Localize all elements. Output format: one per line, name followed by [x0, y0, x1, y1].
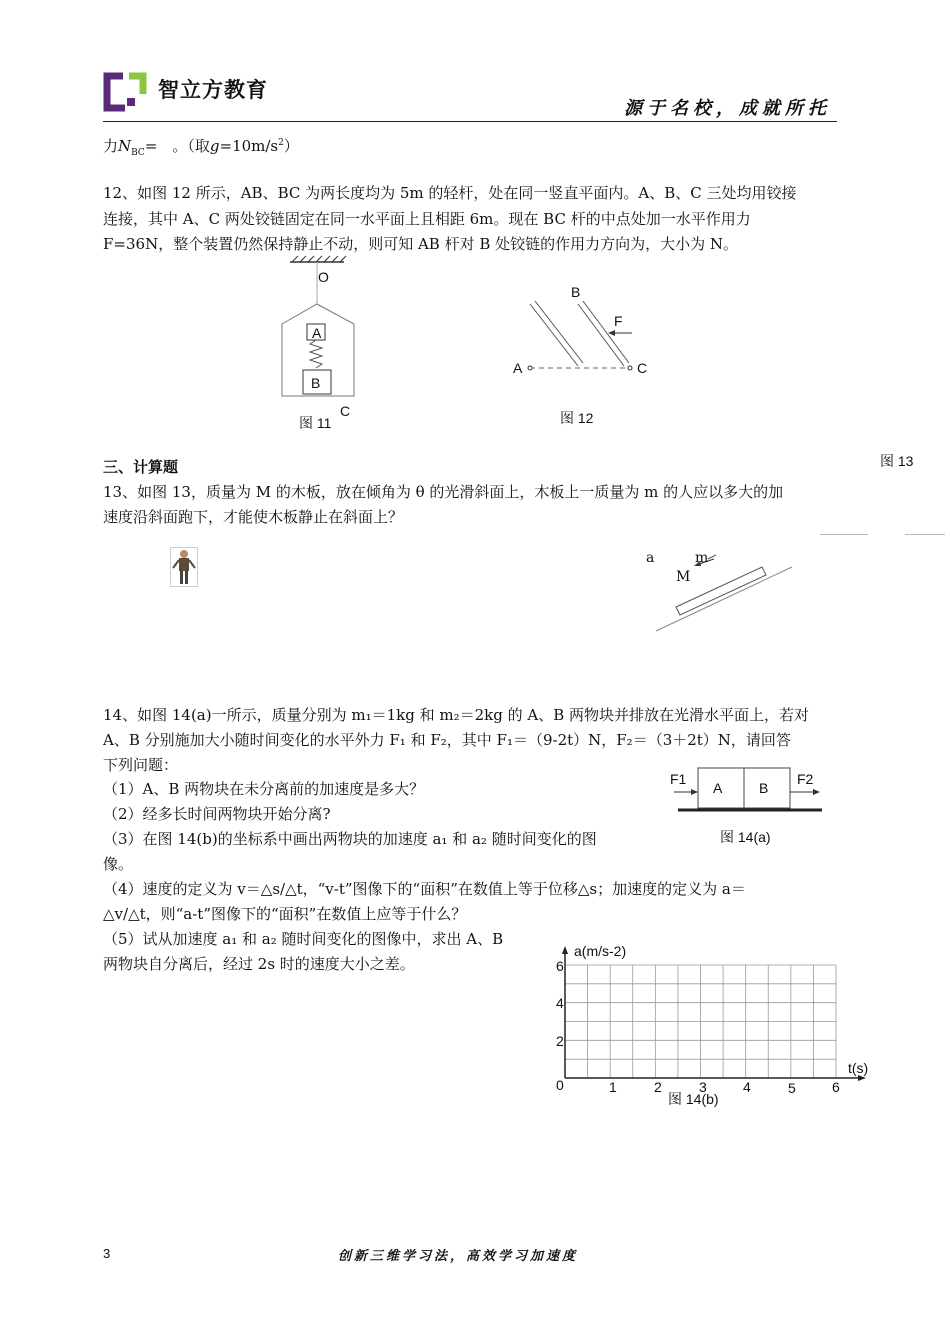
fig14b-xtick-4: 4 — [743, 1079, 751, 1095]
q11-tail: 力$N_{BC}=$ 。（取$g=10m/s^2$） — [103, 137, 299, 158]
fig14b-xlabel: t(s) — [848, 1060, 869, 1076]
fig14b-xtick-1: 1 — [609, 1079, 617, 1095]
fig14b-ytick-0: 0 — [556, 1077, 564, 1093]
fig14a-label-a: A — [713, 780, 723, 796]
logo-mark — [103, 72, 149, 112]
footer-slogan: 创新三维学习法，高效学习加速度 — [338, 1249, 579, 1264]
q14-part1: （1）A、B 两物块在未分离前的加速度是多大？ — [103, 780, 425, 798]
fig14a-label-f1: F1 — [670, 771, 687, 787]
q14-line2: A、B 分别施加大小随时间变化的水平外力 F₁ 和 F₂，其中 F₁＝（9-2t）N，F₂＝（3＋2t）N，请回答 — [103, 731, 791, 749]
fig14b-xtick-3: 3 — [699, 1079, 707, 1095]
header-divider — [103, 121, 837, 122]
q13-line2: 速度沿斜面跑下，才能使木板静止在斜面上？ — [103, 508, 404, 526]
fig11-label-o: O — [318, 269, 329, 285]
fig14b-caption: 图 14(b) — [668, 1091, 719, 1107]
fig14b-xtick-2: 2 — [654, 1079, 662, 1095]
header-slogan: 源于名校，成就所托 — [624, 98, 831, 119]
fig11-label-a: A — [312, 325, 322, 341]
q14-part3a: （3）在图 14(b)的坐标系中画出两物块的加速度 a₁ 和 a₂ 随时间变化的图 — [103, 830, 597, 848]
q14-part2: （2）经多长时间两物块开始分离? — [103, 805, 331, 823]
q14-part5b: 两物块自分离后，经过 2s 时的速度大小之差。 — [103, 955, 415, 973]
margin-rule-2 — [905, 534, 945, 535]
margin-rule — [820, 534, 868, 535]
q14-part4a: （4）速度的定义为 v＝△s/△t，“v-t”图像下的“面积”在数值上等于位移△s；加速度的定义为 a＝ — [103, 880, 746, 898]
figure-12 — [520, 290, 650, 380]
fig14b-ytick-6: 6 — [556, 958, 564, 974]
brand-name: 智立方教育 — [158, 78, 268, 102]
fig12-label-a: A — [513, 360, 523, 376]
q14-line3: 下列问题： — [103, 756, 179, 774]
fig14a-label-b: B — [759, 780, 769, 796]
person-icon — [170, 547, 198, 587]
fig11-label-b: B — [311, 375, 321, 391]
q12-line3: F=36N，整个装置仍然保持静止不动，则可知 AB 杆对 B 处铰链的作用力方向为，大小为 N。 — [103, 235, 739, 253]
q14-part3b: 像。 — [103, 855, 134, 873]
fig13-label-m: m — [695, 550, 709, 566]
q12-line1: 12、如图 12 所示，AB、BC 为两长度均为 5m 的轻杆，处在同一竖直平面内。A、B、C 三处均用铰接 — [103, 184, 797, 202]
fig13-caption: 图 13 — [880, 453, 914, 469]
figure-14b-grid — [540, 940, 880, 1100]
fig14b-xtick-5: 5 — [788, 1080, 796, 1096]
fig14b-xtick-6: 6 — [832, 1079, 840, 1095]
fig12-label-b: B — [571, 284, 581, 300]
fig11-caption: 图 11 — [299, 415, 332, 431]
page-number: 3 — [103, 1246, 111, 1261]
fig13-label-M: M — [676, 569, 691, 585]
q13-line1: 13、如图 13，质量为 M 的木板，放在倾角为 θ 的光滑斜面上，木板上一质量为 m 的人应以多大的加 — [103, 483, 784, 501]
figure-13 — [650, 545, 800, 635]
fig14b-ytick-2: 2 — [556, 1033, 564, 1049]
fig14b-ylabel: a(m/s-2) — [574, 943, 627, 959]
fig12-label-f: F — [614, 313, 623, 329]
fig14b-ytick-4: 4 — [556, 995, 564, 1011]
q14-part5a: （5）试从加速度 a₁ 和 a₂ 随时间变化的图像中，求出 A、B — [103, 930, 504, 948]
fig13-label-a: a — [646, 550, 655, 566]
fig12-label-c: C — [637, 360, 648, 376]
fig14a-label-f2: F2 — [797, 771, 814, 787]
fig14a-caption: 图 14(a) — [720, 829, 771, 845]
q14-part4b: △v/△t，则“a-t”图像下的“面积”在数值上应等于什么？ — [103, 905, 467, 923]
q14-line1: 14、如图 14(a)一所示，质量分别为 m₁＝1kg 和 m₂＝2kg 的 A、B 两物块并排放在光滑水平面上，若对 — [103, 706, 809, 724]
q12-line2: 连接，其中 A、C 两处铰链固定在同一水平面上且相距 6m。现在 BC 杆的中点处加一水平作用力 — [103, 210, 751, 228]
section-title-calculation: 三、计算题 — [103, 458, 179, 476]
fig11-label-c: C — [340, 403, 351, 419]
fig12-caption: 图 12 — [560, 410, 594, 426]
